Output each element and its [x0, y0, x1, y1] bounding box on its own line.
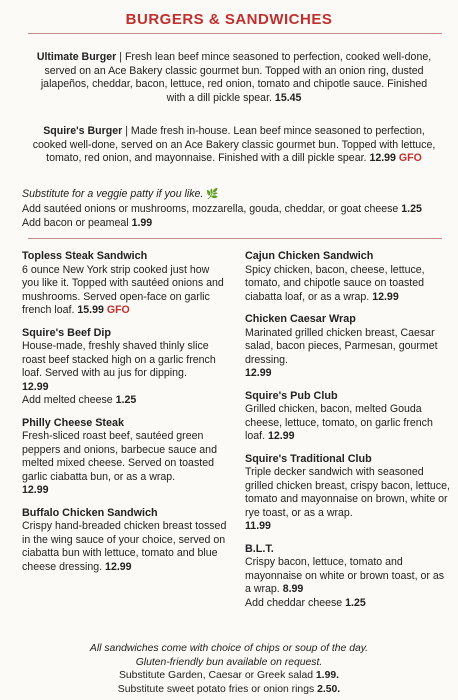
footer-sub-text: Substitute Garden, Caesar or Greek salad — [118, 670, 314, 681]
section-divider — [28, 238, 442, 239]
addon-text: Add cheddar cheese — [245, 596, 343, 609]
burger-substitutions — [22, 187, 442, 230]
item-description: Fresh lean beef mince seasoned to perfection, cooked well-done, served on an Ace Bakery classic gourmet bun. Topped with an onion ring, dusted jalapeños, cheddar, bacon, lettuce, red onion, tomato and chipotle sauce. Finished with a dill pickle spear. — [40, 51, 432, 104]
addon-price: 1.25 — [115, 394, 137, 406]
menu-item-ultimate-burger — [30, 51, 438, 105]
item-price: 8.99 — [282, 583, 304, 595]
addon-price: 1.25 — [401, 203, 422, 215]
item-name: Squire's Burger — [43, 125, 123, 137]
addon-price: 1.25 — [345, 596, 366, 609]
menu-item-beef-dip — [22, 327, 227, 408]
leaf-icon: 🌿 — [206, 189, 219, 200]
addon-text: Add sautéed onions or mushrooms, mozzarella, gouda, cheddar, or goat cheese — [22, 203, 399, 215]
item-price: 15.99 — [77, 304, 104, 316]
sandwich-footer-notes — [0, 642, 458, 696]
item-price: 15.45 — [274, 91, 302, 104]
section-title: BURGERS & SANDWICHES — [125, 11, 333, 28]
item-name: Squire's Traditional Club — [245, 452, 372, 465]
item-name: Topless Steak Sandwich — [22, 250, 148, 262]
addon-price: 1.99 — [131, 217, 153, 229]
item-description: Triple decker sandwich with seasoned grilled chicken breast, crispy bacon, lettuce, tomato and mayonnaise on brown, white or rye toast, or as a wrap. — [245, 466, 450, 519]
separator: | — [119, 51, 122, 63]
item-name: Squire's Beef Dip — [22, 326, 111, 339]
menu-item-squires-burger — [30, 125, 438, 166]
addon-text: Add bacon or peameal — [22, 217, 129, 229]
item-description: Grilled chicken, bacon, melted Gouda cheese, lettuce, tomato, on garlic french loaf. — [245, 403, 433, 442]
menu-item-chicken-caesar-wrap — [245, 313, 450, 381]
menu-item-cajun-chicken — [245, 250, 450, 304]
item-name: Chicken Caesar Wrap — [245, 313, 356, 325]
item-description: Marinated grilled chicken breast, Caesar salad, bacon pieces, Parmesan, gourmet dressing. — [245, 326, 438, 366]
menu-item-topless-steak — [22, 250, 227, 318]
veggie-note: Substitute for a veggie patty if you like. — [22, 188, 204, 200]
footer-sub-price: 1.99. — [315, 670, 340, 681]
item-price: 12.99 — [22, 380, 49, 393]
item-price: 12.99 — [105, 560, 132, 573]
item-name: Cajun Chicken Sandwich — [245, 250, 374, 262]
item-name: Buffalo Chicken Sandwich — [22, 506, 158, 519]
footer-note: Gluten-friendly bun available on request. — [135, 656, 323, 668]
separator: | — [125, 125, 128, 137]
sandwich-column-left — [22, 250, 227, 583]
menu-item-traditional-club — [245, 453, 450, 534]
item-name: B.L.T. — [245, 542, 274, 555]
sandwich-column-right — [245, 250, 450, 619]
gfo-badge: GFO — [106, 304, 130, 316]
item-price: 12.99 — [372, 290, 399, 303]
footer-sub-text: Substitute sweet potato fries or onion rings — [117, 683, 315, 695]
item-description: Fresh-sliced roast beef, sautéed green peppers and onions, barbecue sauce and melted mixed cheese. Served on toasted garlic ciabatta bun, or as a wrap. — [22, 430, 217, 483]
menu-item-pub-club — [245, 390, 450, 444]
item-price: 12.99 — [22, 484, 49, 496]
menu-item-blt — [245, 543, 450, 611]
item-price: 12.99 — [267, 430, 295, 442]
item-price: 11.99 — [245, 520, 271, 532]
item-description: Crispy bacon, lettuce, tomato and mayonnaise on white or brown toast, or as a wrap. — [245, 556, 445, 595]
addon-text: Add melted cheese — [22, 394, 113, 406]
gfo-badge: GFO — [398, 152, 422, 164]
menu-item-philly-cheese-steak — [22, 417, 227, 498]
item-description: Crispy hand-breaded chicken breast tossed in the wing sauce of your choice, served on ciabatta bun with lettuce, tomato and blue cheese dressing. — [22, 520, 227, 573]
item-name: Ultimate Burger — [36, 51, 117, 63]
footer-sub-price: 2.50. — [317, 683, 341, 695]
item-name: Squire's Pub Club — [245, 389, 338, 402]
item-description: House-made, freshly shaved thinly slice roast beef stacked high on a garlic french loaf. Served with au jus for dipping. — [22, 340, 216, 379]
footer-note: All sandwiches come with choice of chips or soup of the day. — [89, 643, 369, 654]
item-description: Made fresh in-house. Lean beef mince seasoned to perfection, cooked well-done, served on an Ace Bakery classic gourmet bun. Topped with lettuce, tomato, red onion, and mayonnaise. Finished with a dill pickle spear. — [32, 125, 436, 164]
title-divider — [28, 33, 442, 34]
item-description: Spicy chicken, bacon, cheese, lettuce, tomato, and chipotle sauce on toasted ciabatta loaf, or as a wrap. — [245, 263, 425, 303]
item-price: 12.99 — [245, 367, 272, 379]
item-description: 6 ounce New York strip cooked just how you like it. Topped with sautéed onions and mushrooms. Served open-face on garlic french loaf. — [22, 263, 224, 316]
item-name: Philly Cheese Steak — [22, 416, 125, 429]
item-price: 12.99 — [369, 152, 396, 164]
menu-item-buffalo-chicken — [22, 507, 227, 575]
